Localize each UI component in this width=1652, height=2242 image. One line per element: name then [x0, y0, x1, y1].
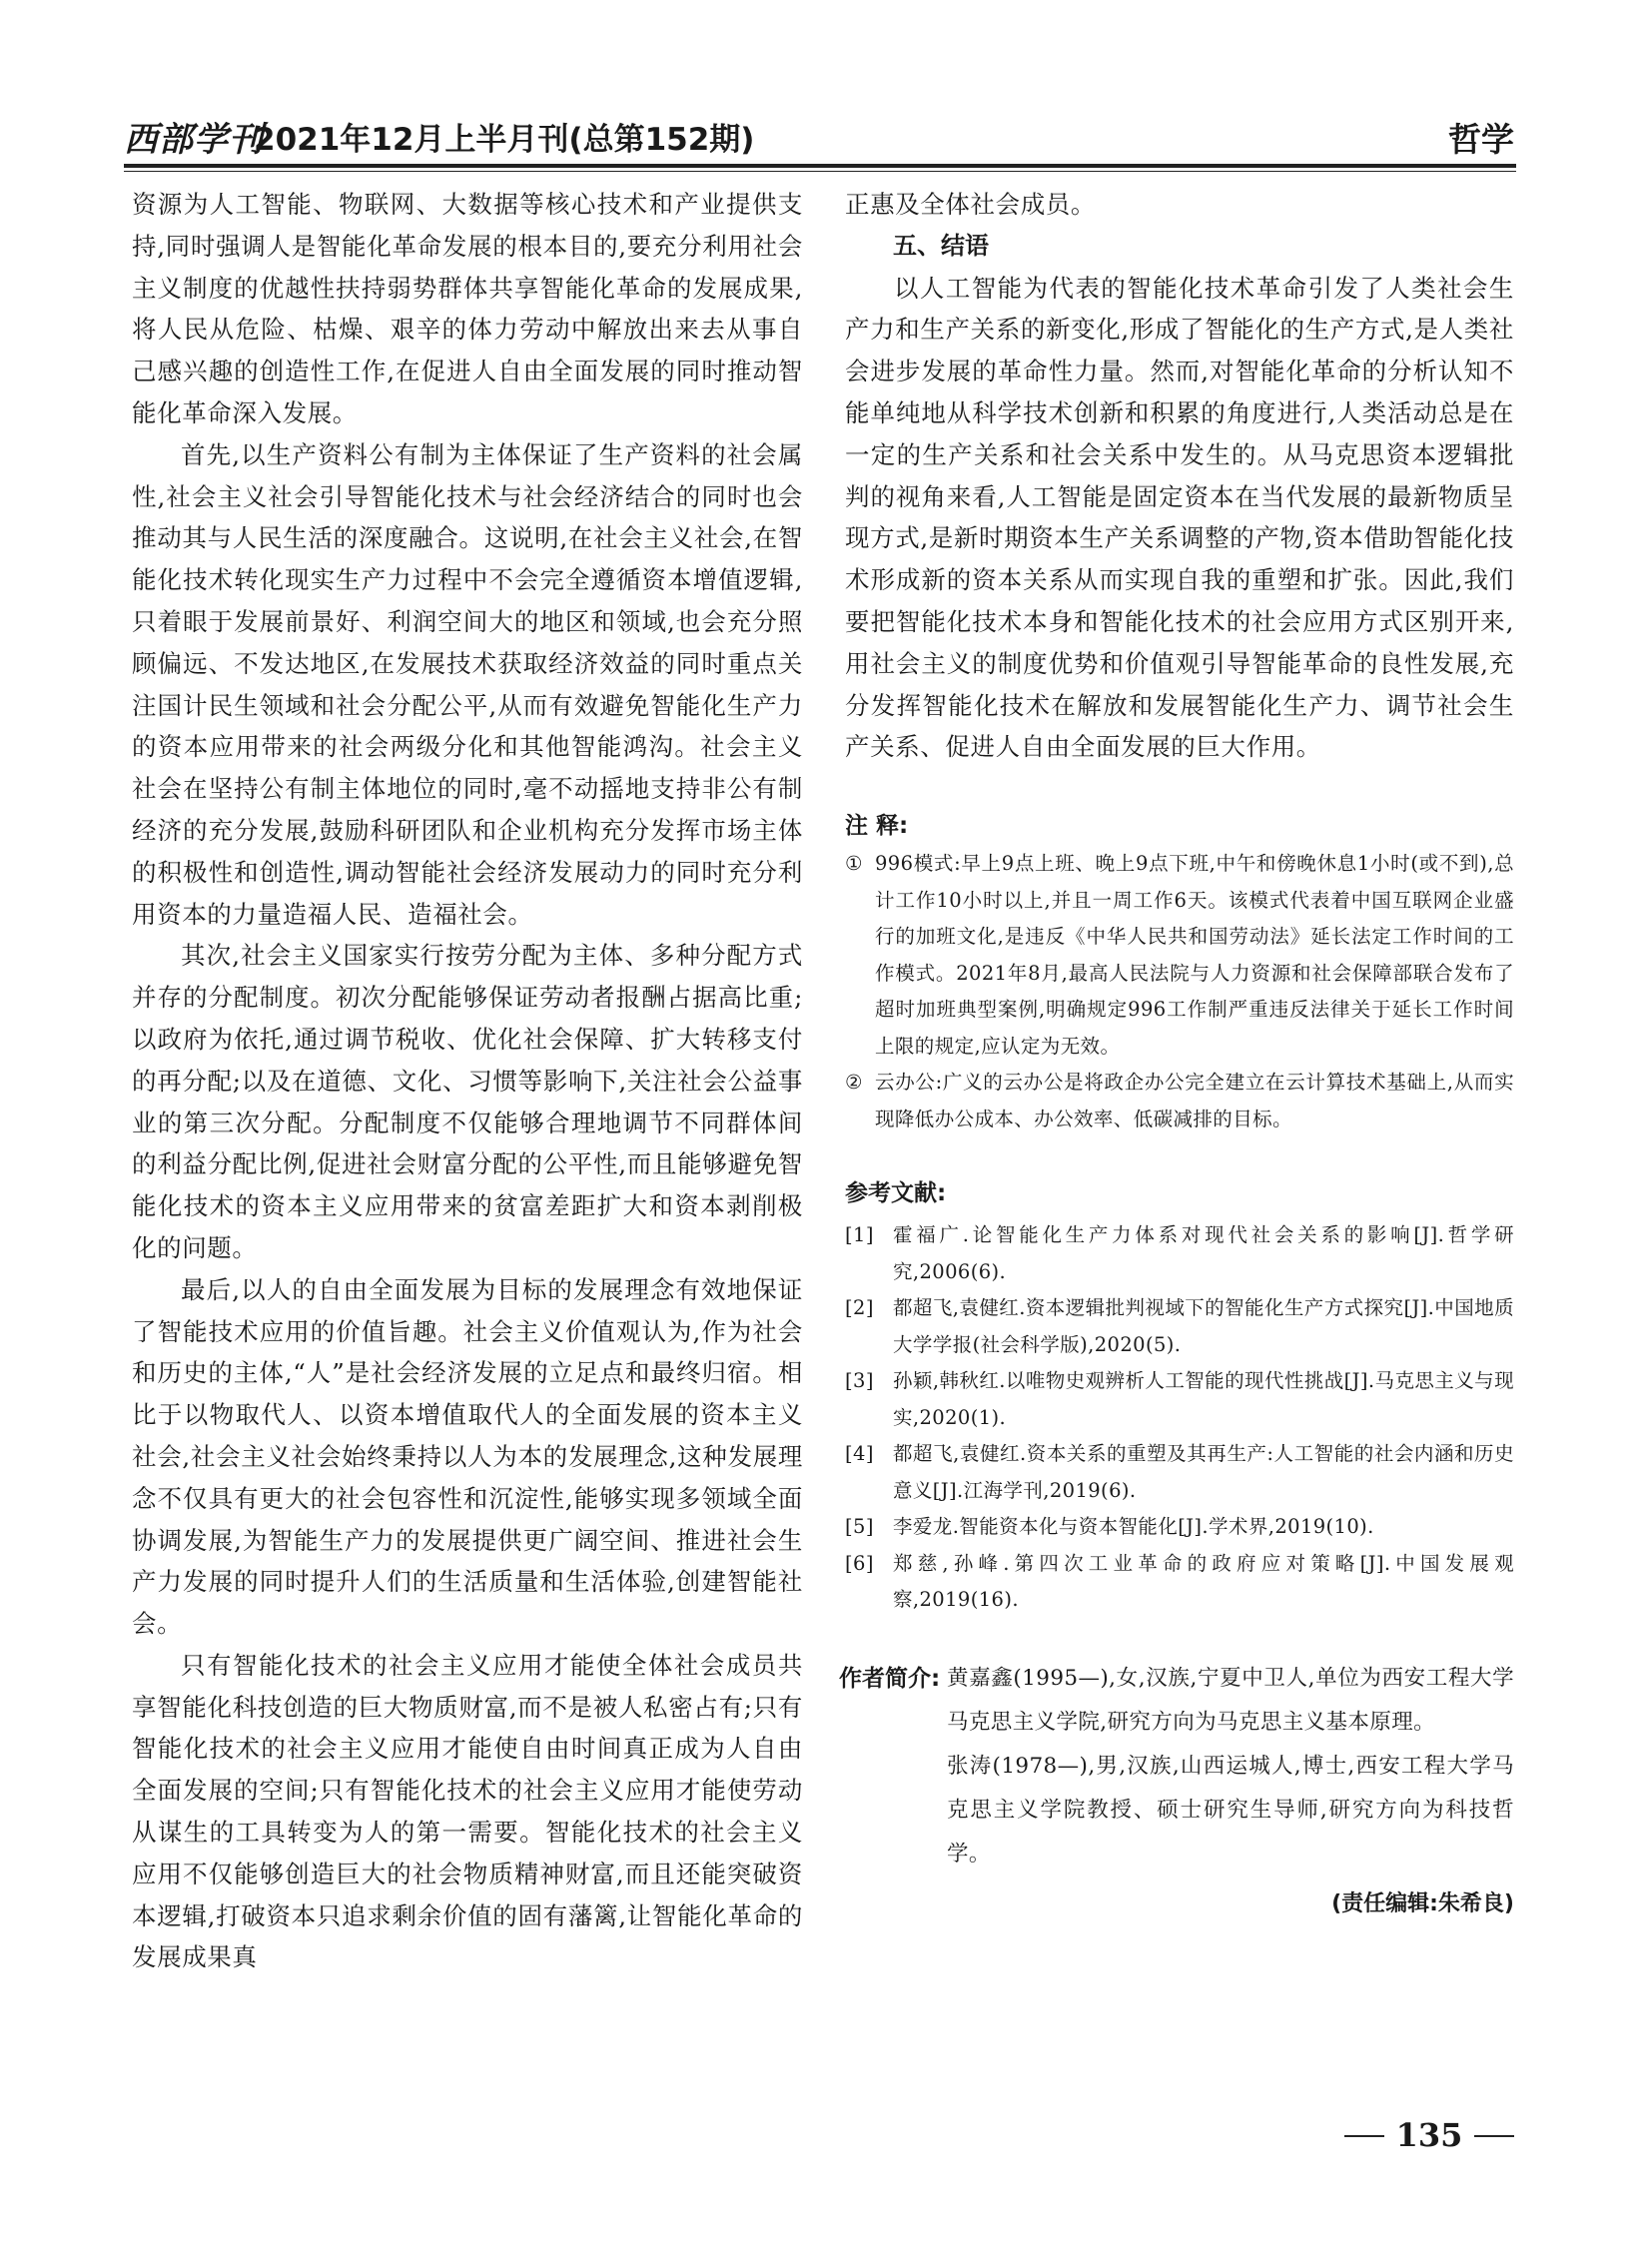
reference-item: [845, 1217, 1514, 1290]
body-paragraph: 最后,以人的自由全面发展为目标的发展理念有效地保证了智能技术应用的价值旨趣。社会主义价值观认为,作为社会和历史的主体,“人”是社会经济发展的立足点和最终归宿。相比于以物取代人、以资本增值取代人的全面发展的资本主义社会,社会主义社会始终秉持以人为本的发展理念,这种发展理念不仅具有更大的社会包容性和沉淀性,能够实现多领域全面协调发展,为智能生产力的发展提供更广阔空间、推进社会生产力发展的同时提升人们的生活质量和生活体验,创建智能社会。: [132, 1274, 803, 1639]
reference-text: 霍福广.论智能化生产力体系对现代社会关系的影响[J].哲学研究,2006(6).: [893, 1223, 1514, 1283]
reference-marker: [6]: [845, 1551, 874, 1575]
note-marker: ②: [845, 1071, 863, 1095]
page-number-dash: [1474, 2135, 1514, 2137]
body-paragraph: 资源为人工智能、物联网、大数据等核心技术和产业提供支持,同时强调人是智能化革命发展的根本目的,要充分利用社会主义制度的优越性扶持弱势群体共享智能化革命的发展成果,将人民从危险、枯燥、艰辛的体力劳动中解放出来去从事自己感兴趣的创造性工作,在促进人自由全面发展的同时推动智能化革命深入发展。: [132, 190, 803, 427]
notes-heading: 注 释:: [845, 813, 909, 840]
page-number-dash: [1344, 2135, 1384, 2137]
body-paragraph: 其次,社会主义国家实行按劳分配为主体、多种分配方式并存的分配制度。初次分配能够保证劳动者报酬占据高比重;以政府为依托,通过调节税收、优化社会保障、扩大转移支付的再分配;以及在道德、文化、习惯等影响下,关注社会公益事业的第三次分配。分配制度不仅能够合理地调节不同群体间的利益分配比例,促进社会财富分配的公平性,而且能够避免智能化技术的资本主义应用带来的贫富差距扩大和资本剥削极化的问题。: [132, 941, 803, 1262]
reference-marker: [2]: [845, 1296, 874, 1320]
conclusion-paragraph: 以人工智能为代表的智能化技术革命引发了人类社会生产力和生产关系的新变化,形成了智能化的生产方式,是人类社会进步发展的革命性力量。然而,对智能化革命的分析认知不能单纯地从科学技术创新和积累的角度进行,人类活动总是在一定的生产关系和社会关系中发生的。从马克思资本逻辑批判的视角来看,人工智能是固定资本在当代发展的最新物质呈现方式,是新时期资本生产关系调整的产物,资本借助智能化技术形成新的资本关系从而实现自我的重塑和扩张。因此,我们要把智能化技术本身和智能化技术的社会应用方式区别开来,用社会主义的制度优势和价值观引导智能革命的良性发展,充分发挥智能化技术在解放和发展智能化生产力、调节社会生产关系、促进人自由全面发展的巨大作用。: [845, 273, 1514, 762]
reference-text: 李爱龙.智能资本化与资本智能化[J].学术界,2019(10).: [893, 1515, 1374, 1539]
reference-text: 孙颖,韩秋红.以唯物史观辨析人工智能的现代性挑战[J].马克思主义与现实,2020(1).: [893, 1369, 1514, 1429]
references-list: [845, 1217, 1514, 1619]
page-number-text: 135: [1395, 2116, 1463, 2154]
body-paragraph: 只有智能化技术的社会主义应用才能使全体社会成员共享智能化科技创造的巨大物质财富,而不是被人私密占有;只有智能化技术的社会主义应用才能使自由时间真正成为人自由全面发展的空间;只有智能化技术的社会主义应用才能使劳动从谋生的工具转变为人的第一需要。智能化技术的社会主义应用不仅能够创造巨大的社会物质精神财富,而且还能突破资本逻辑,打破资本只追求剩余价值的固有藩篱,让智能化革命的发展成果真: [132, 1650, 803, 1972]
reference-item: [845, 1363, 1514, 1436]
author-entry: 张涛(1978—),男,汉族,山西运城人,博士,西安工程大学马克思主义学院教授、硕士研究生导师,研究方向为科技哲学。: [947, 1753, 1514, 1867]
references-heading: 参考文献:: [845, 1180, 947, 1207]
body-paragraph: 首先,以生产资料公有制为主体保证了生产资料的社会属性,社会主义社会引导智能化技术与社会经济结合的同时也会推动其与人民生活的深度融合。这说明,在社会主义社会,在智能化技术转化现实生产力过程中不会完全遵循资本增值逻辑,只着眼于发展前景好、利润空间大的地区和领域,也会充分照顾偏远、不发达地区,在发展技术获取经济效益的同时重点关注国计民生领域和社会分配公平,从而有效避免智能化生产力的资本应用带来的社会两级分化和其他智能鸿沟。社会主义社会在坚持公有制主体地位的同时,毫不动摇地支持非公有制经济的充分发展,鼓励科研团队和企业机构充分发挥市场主体的积极性和创造性,调动智能社会经济发展动力的同时充分利用资本的力量造福人民、造福社会。: [132, 439, 803, 929]
author-label: 作者简介:: [839, 1665, 941, 1692]
left-column: [132, 184, 803, 1978]
reference-text: 都超飞,袁健红.资本逻辑批判视域下的智能化生产方式探究[J].中国地质大学学报(社会科学版),2020(5).: [893, 1296, 1514, 1356]
note-text: 云办公:广义的云办公是将政企办公完全建立在云计算技术基础上,从而实现降低办公成本、办公效率、低碳减排的目标。: [875, 1071, 1514, 1130]
header-rule: [124, 164, 1516, 168]
reference-text: 郑慈,孙峰.第四次工业革命的政府应对策略[J].中国发展观察,2019(16).: [893, 1551, 1514, 1612]
reference-item: [845, 1546, 1514, 1619]
section-heading: 五、结语: [893, 231, 989, 260]
note-item: [845, 1065, 1514, 1137]
reference-item: [845, 1290, 1514, 1363]
page-header: [124, 108, 1514, 168]
body-paragraph: 正惠及全体社会成员。: [845, 190, 1096, 219]
reference-marker: [4]: [845, 1442, 874, 1466]
page-number: [1344, 2113, 1514, 2157]
issue-info: 2021年12月上半月刊(总第152期): [254, 122, 755, 158]
reference-item: [845, 1436, 1514, 1509]
reference-text: 都超飞,袁健红.资本关系的重塑及其再生产:人工智能的社会内涵和历史意义[J].江海学刊,2019(6).: [893, 1442, 1514, 1502]
author-entry: 黄嘉鑫(1995—),女,汉族,宁夏中卫人,单位为西安工程大学马克思主义学院,研究方向为马克思主义基本原理。: [947, 1665, 1514, 1735]
reference-marker: [1]: [845, 1223, 874, 1247]
reference-item: [845, 1509, 1514, 1546]
section-label: 哲学: [1448, 120, 1514, 159]
notes-list: [845, 846, 1514, 1137]
note-text: 996模式:早上9点上班、晚上9点下班,中午和傍晚休息1小时(或不到),总计工作10小时以上,并且一周工作6天。该模式代表着中国互联网企业盛行的加班文化,是违反《中华人民共和国劳动法》延长法定工作时间的工作模式。2021年8月,最高人民法院与人力资源和社会保障部联合发布了超时加班典型案例,明确规定996工作制严重违反法律关于延长工作时间上限的规定,应认定为无效。: [875, 852, 1514, 1058]
responsible-editor: (责任编辑:朱希良): [1331, 1890, 1514, 1916]
reference-marker: [3]: [845, 1369, 874, 1393]
note-item: [845, 846, 1514, 1065]
note-marker: ①: [845, 852, 863, 876]
header-rule-thin: [124, 171, 1516, 172]
author-bio: [839, 1657, 1514, 1876]
right-column: [839, 184, 1514, 1924]
journal-logo: 西部学刊: [124, 120, 264, 160]
reference-marker: [5]: [845, 1515, 874, 1539]
